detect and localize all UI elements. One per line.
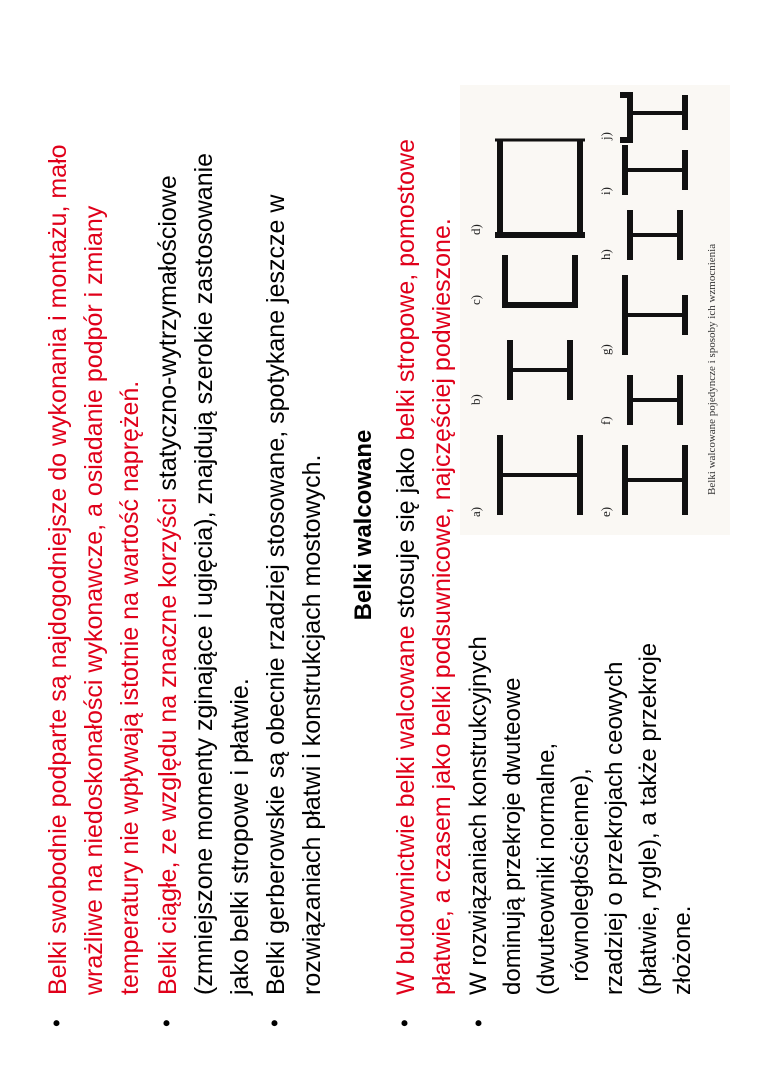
bullet-marker: •: [392, 1019, 417, 1027]
figure-label: a): [468, 506, 483, 517]
section-heading: Belki walcowane: [350, 429, 377, 621]
highlighted-text: płatwie, a czasem jako belki podsuwnicowe, najczęściej podwieszone.: [428, 218, 456, 995]
text-segment: (zmniejszone momenty zginające i ugięcia), znajdują szerokie zastosowanie: [190, 152, 218, 995]
text-line: [150, 35, 186, 995]
text-line: [222, 35, 258, 995]
text-segment: Belki gerberowskie są obecnie rzadziej stosowane, spotykane jeszcze w: [262, 194, 290, 995]
highlighted-text: belki stropowe, pomostowe: [392, 139, 420, 441]
figure-label: e): [598, 506, 613, 517]
text-line: (dwuteowniki normalne,: [533, 742, 560, 995]
text-segment: rozwiązaniach płatwi i konstrukcjach mostowych.: [298, 454, 326, 995]
paragraph-continuous-beams: [150, 35, 258, 995]
section-b: [510, 340, 570, 400]
text-segment: statyczno-wytrzymałościowe: [154, 175, 182, 498]
text-line: [40, 35, 76, 995]
text-line: złożone.: [669, 905, 696, 995]
text-line: W rozwiązaniach konstrukcyjnych: [465, 636, 492, 995]
section-j: [620, 95, 685, 140]
text-segment: stosuje się jako: [392, 440, 420, 626]
text-line: [112, 35, 148, 995]
text-line: [424, 15, 460, 995]
figure-label: c): [468, 294, 483, 305]
section-i: [625, 145, 685, 195]
text-line: [76, 35, 112, 995]
cross-sections-drawing: [460, 85, 700, 535]
paragraph-rolled-beams: [388, 15, 460, 995]
section-e: [625, 445, 685, 515]
paragraph-simply-supported: [40, 35, 148, 995]
section-c: [505, 255, 575, 305]
bullet-marker: •: [262, 1019, 287, 1027]
text-line: dominują przekroje dwuteowe: [499, 677, 526, 995]
text-segment: jako belki stropowe i płatwie.: [226, 678, 254, 995]
text-line: równoległościenne),: [567, 768, 594, 995]
section-a: [500, 435, 580, 515]
figure-label: j): [598, 132, 613, 140]
bullet-marker: •: [154, 1019, 179, 1027]
text-line: rzadziej o przekrojach ceowych: [601, 661, 628, 995]
beam-cross-sections-figure: [460, 85, 730, 535]
bullet-marker: •: [466, 1019, 491, 1027]
section-h: [630, 210, 680, 260]
figure-label: b): [468, 394, 483, 405]
paragraph-gerber-beams: [258, 35, 330, 995]
highlighted-text: W budownictwie belki walcowane: [392, 625, 420, 995]
text-line: [388, 15, 424, 995]
text-line: [186, 35, 222, 995]
highlighted-text: Belki ciągłe, ze względu na znaczne korzyści: [154, 497, 182, 995]
text-line: [258, 35, 294, 995]
bullet-marker: •: [44, 1019, 69, 1027]
figure-caption: Belki walcowane pojedyncze i sposoby ich wzmocnienia: [706, 243, 718, 495]
section-f: [630, 375, 680, 425]
text-line: (płatwie, rygle), a także przekroje: [635, 642, 662, 995]
section-d: [495, 140, 585, 235]
figure-label: i): [598, 187, 613, 195]
figure-label: f): [598, 416, 613, 425]
paragraph-cross-sections: [462, 535, 700, 995]
figure-label: d): [468, 224, 483, 235]
highlighted-text: wrażliwe na niedoskonałości wykonawcze, a osiadanie podpór i zmiany: [80, 205, 108, 995]
section-g: [625, 275, 685, 355]
highlighted-text: temperatury nie wpływają istotnie na wartość naprężeń.: [116, 380, 144, 995]
figure-label: h): [598, 249, 613, 260]
figure-label: g): [598, 344, 613, 355]
highlighted-text: Belki swobodnie podparte są najdogodniejsze do wykonania i montażu, mało: [44, 144, 72, 995]
text-line: [294, 35, 330, 995]
